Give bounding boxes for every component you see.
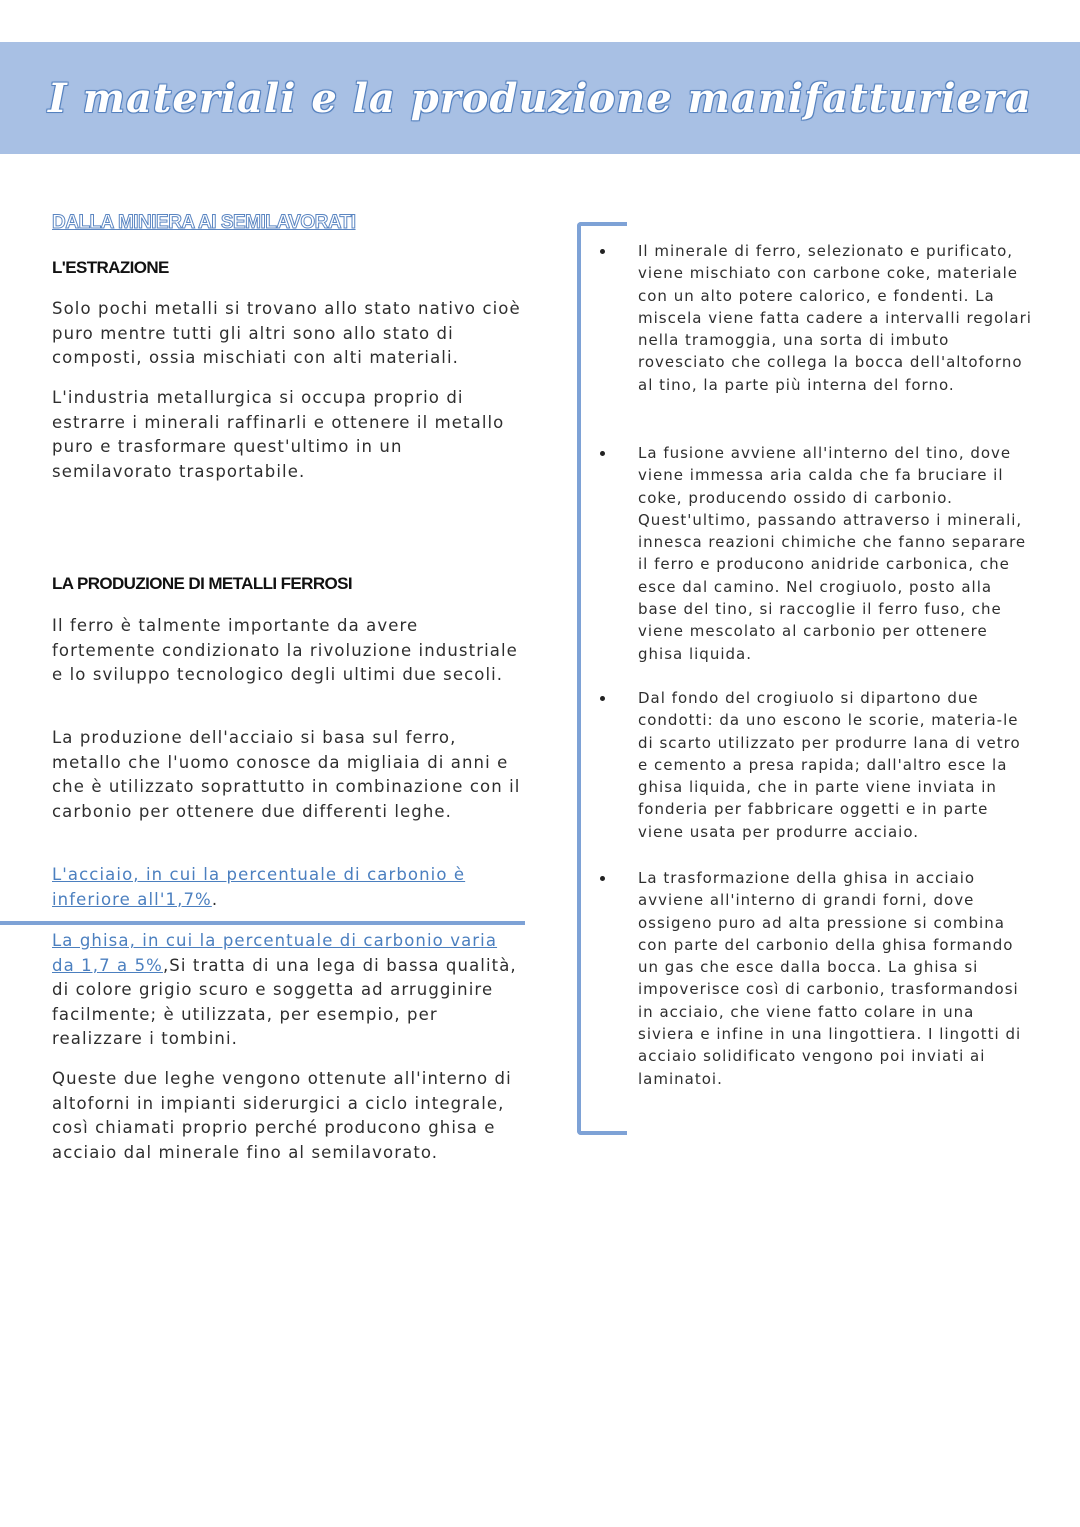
acciaio-tail: . (211, 889, 219, 909)
acciaio-paragraph (52, 863, 522, 912)
leghe-paragraph: Queste due leghe vengono ottenute all'interno di altoforni in impianti siderurgici a ciclo integrale, così chiamati proprio perché producono ghisa e acciaio dal minerale fino al semilavorato. (52, 1069, 512, 1162)
estrazione-heading: L'ESTRAZIONE (52, 258, 169, 277)
list-item-text: Il minerale di ferro, selezionato e purificato, viene mischiato con carbone coke, materiale con un alto potere calorico, e fondenti. La miscela viene fatta cadere a intervalli regolari nella tramoggia, una sorta di imbuto rovesciato che collega la bocca dell'altoforno al tino, la parte più interna del forno. (638, 242, 1032, 394)
section-divider (0, 921, 525, 925)
ghisa-tail: ,Si tratta di una lega di bassa qualità, di colore grigio scuro e soggetta ad arrugginire facilmente; è utilizzata, per esempio, per realizzare i tombini. (52, 955, 517, 1048)
title-banner (0, 42, 1080, 154)
page-title: I materiali e la produzione manifatturiera (48, 74, 1032, 122)
list-item-text: La fusione avviene all'interno del tino, dove viene immessa aria calda che fa bruciare il coke, producendo ossido di carbonio. Quest'ultimo, passando attraverso i minerali, innesca reazioni chimiche che fanno separare il ferro e producono anidride carbonica, che esce dal camino. Nel crogiuolo, posto alla base del tino, si raccoglie il ferro fuso, che viene mescolato al carbonio per ottenere ghisa liquida. (638, 444, 1027, 663)
list-item-text: Dal fondo del crogiuolo si dipartono due condotti: da uno escono le scorie, materia-le di scarto utilizzato per produrre lana di vetro e cemento a presa rapida; dall'altro esce la ghisa liquida, che in parte viene inviata in fonderia per fabbricare oggetti e in parte viene usata per produrre acciaio. (638, 689, 1021, 841)
list-item-text: La trasformazione della ghisa in acciaio avviene all'interno di grandi forni, dove ossigeno puro ad alta pressione si combina con parte del carbonio della ghisa formando un gas che esce dalla bocca. La ghisa si impoverisce così di carbonio, trasformandosi in acciaio, che viene fatto colare in una siviera e infine in una lingottiera. I lingotti di acciaio solidificato vengono poi inviati ai laminatoi. (638, 869, 1022, 1088)
bullet-icon (600, 876, 605, 881)
ghisa-paragraph (52, 929, 522, 1052)
ghisa-highlight: La ghisa, in cui la percentuale di carbonio varia da 1,7 a 5% (52, 931, 498, 975)
ferrosi-paragraph-2: La produzione dell'acciaio si basa sul ferro, metallo che l'uomo conosce da migliaia di anni e che è utilizzato soprattutto in combinazione con il carbonio per ottenere due differenti leghe. (52, 728, 521, 821)
ferrosi-heading: LA PRODUZIONE DI METALLI FERROSI (52, 574, 353, 593)
estrazione-paragraph-1: Solo pochi metalli si trovano allo stato nativo cioè puro mentre tutti gli altri sono allo stato di composti, ossia mischiati con alti materiali. (52, 299, 521, 367)
ferrosi-paragraph-1: Il ferro è talmente importante da avere fortemente condizionato la rivoluzione industriale e lo sviluppo tecnologico degli ultimi due secoli. (52, 616, 518, 684)
bullet-icon (600, 696, 605, 701)
bullet-icon (600, 451, 605, 456)
section-heading: DALLA MINIERA AI SEMILAVORATI (52, 212, 356, 233)
estrazione-paragraph-2: L'industria metallurgica si occupa proprio di estrarre i minerali raffinarli e ottenere il metallo puro e trasformare quest'ultimo in un semilavorato trasportabile. (52, 388, 505, 481)
bullet-icon (600, 249, 605, 254)
bracket-decoration (577, 222, 627, 1135)
acciaio-highlight: L'acciaio, in cui la percentuale di carbonio è inferiore all'1,7% (52, 865, 466, 909)
